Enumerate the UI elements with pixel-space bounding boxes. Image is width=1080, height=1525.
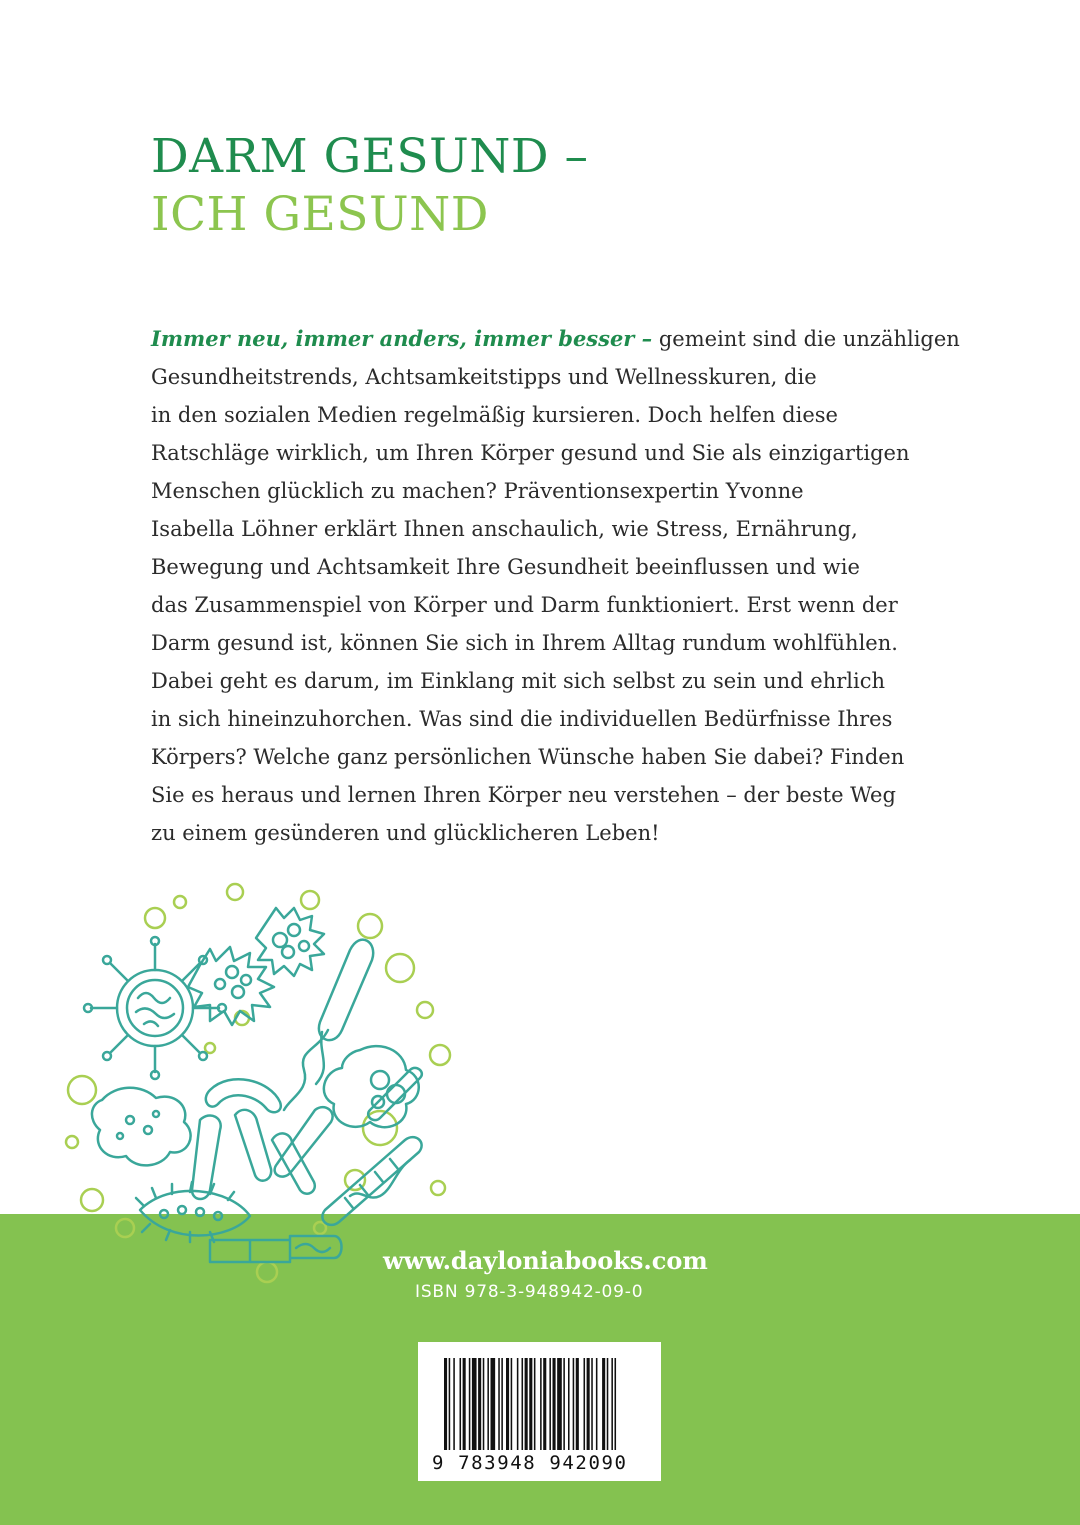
blurb-line bbox=[151, 320, 960, 358]
barcode bbox=[418, 1342, 661, 1481]
blurb-line: Dabei geht es darum, im Einklang mit sich selbst zu sein und ehrlich bbox=[151, 669, 885, 693]
blurb-line: in sich hineinzuhorchen. Was sind die individuellen Bedürfnisse Ihres bbox=[151, 707, 893, 731]
website-text: www.dayloniabooks.com bbox=[383, 1246, 708, 1275]
blurb-line: Ratschläge wirklich, um Ihren Körper gesund und Sie als einzigartigen bbox=[151, 441, 910, 465]
blurb-text bbox=[151, 320, 960, 852]
blurb-line: Menschen glücklich zu machen? Präventionsexpertin Yvonne bbox=[151, 479, 804, 503]
blurb-line: Körpers? Welche ganz persönlichen Wünsche haben Sie dabei? Finden bbox=[151, 745, 905, 769]
blurb-line: Bewegung und Achtsamkeit Ihre Gesundheit beeinflussen und wie bbox=[151, 555, 860, 579]
website-link[interactable] bbox=[0, 1246, 1080, 1275]
book-title bbox=[151, 128, 589, 244]
blurb-line: Gesundheitstrends, Achtsamkeitstipps und Wellnesskuren, die bbox=[151, 365, 817, 389]
barcode-digits: 9 783948 942090 bbox=[432, 1452, 628, 1474]
blurb-line: das Zusammenspiel von Körper und Darm funktioniert. Erst wenn der bbox=[151, 593, 898, 617]
microbes-illustration-icon bbox=[60, 880, 480, 1300]
blurb-line: Sie es heraus und lernen Ihren Körper neu verstehen – der beste Weg bbox=[151, 783, 896, 807]
title-line-1: DARM GESUND – bbox=[151, 129, 589, 184]
blurb-line: zu einem gesünderen und glücklicheren Leben! bbox=[151, 821, 660, 845]
blurb-line: in den sozialen Medien regelmäßig kursieren. Doch helfen diese bbox=[151, 403, 838, 427]
blurb-line-1-rest: gemeint sind die unzähligen bbox=[652, 327, 960, 351]
title-line-2: ICH GESUND bbox=[151, 187, 489, 242]
isbn-text: ISBN 978-3-948942-09-0 bbox=[415, 1282, 644, 1302]
blurb-line: Isabella Löhner erklärt Ihnen anschaulich, wie Stress, Ernährung, bbox=[151, 517, 858, 541]
lead-phrase: Immer neu, immer anders, immer besser – bbox=[151, 326, 653, 351]
blurb-line: Darm gesund ist, können Sie sich in Ihrem Alltag rundum wohlfühlen. bbox=[151, 631, 898, 655]
